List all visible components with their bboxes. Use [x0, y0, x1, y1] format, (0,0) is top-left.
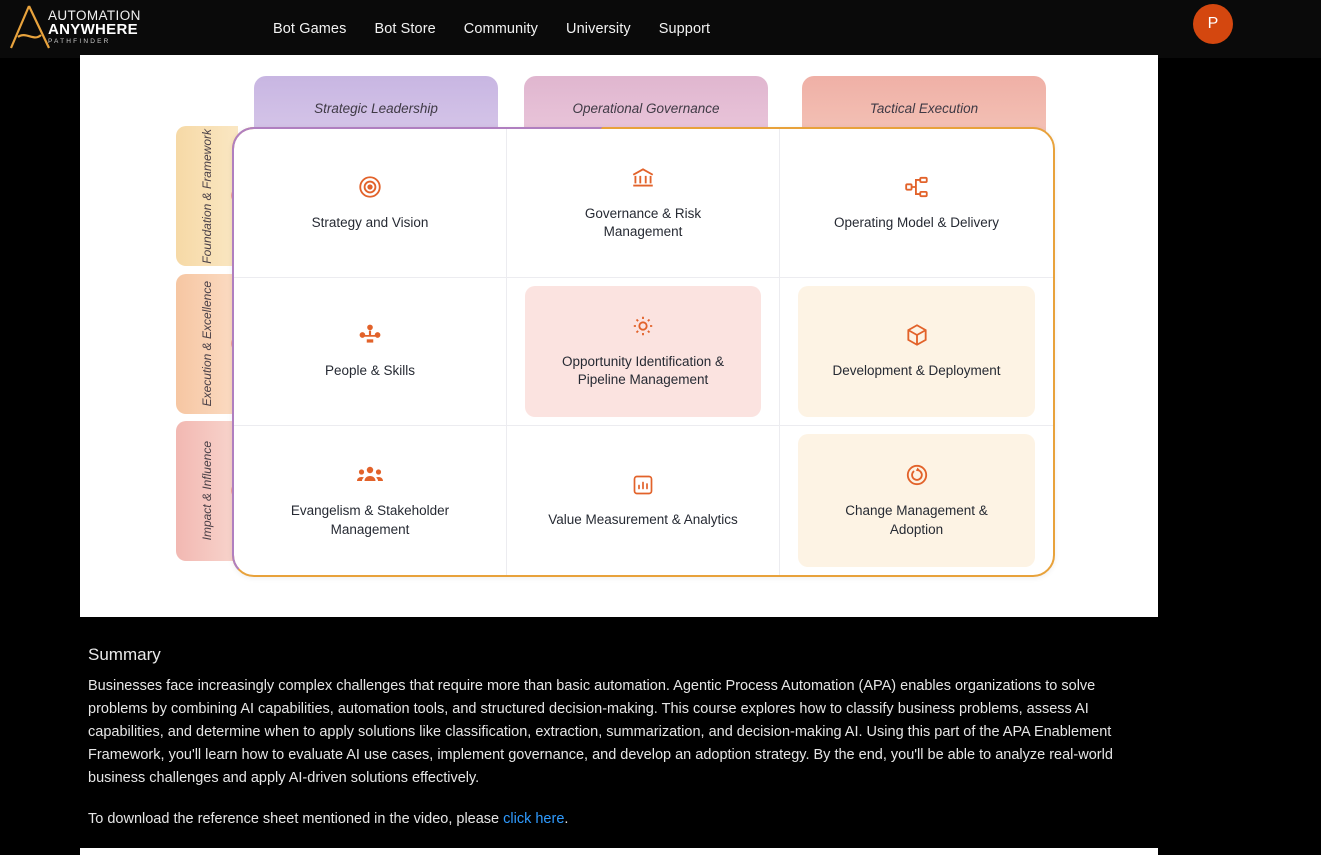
matrix-cell-opportunity-identification-pipeline-management[interactable]: [507, 278, 780, 427]
row-header-impact-influence: [176, 421, 238, 561]
logo-line-1: AUTOMATION: [48, 7, 141, 23]
download-text-prefix: To download the reference sheet mentioned in the video, please: [88, 810, 504, 827]
logo-line-3: PATHFINDER: [48, 38, 111, 45]
matrix-cell-label: Opportunity Identification & Pipeline Management: [561, 354, 725, 388]
summary-paragraph-1: Businesses face increasingly complex challenges that require more than basic automation. Agentic Process Automation (APA) enables organizations to solve problems by combining AI capabilities, automation tools, and structured decision-making. This course explores how to classify business problems, assess AI capabilities, and determine when to apply solutions like classification, extraction, summarization, and decision-making AI. Using this part of the APA Enablement Framework, you'll learn how to evaluate AI use cases, implement governance, and develop an adoption strategy. By the end, you'll be able to analyze real-world business challenges and apply AI-driven solutions effectively.: [88, 678, 1113, 786]
matrix-cell-people-skills[interactable]: [234, 278, 507, 427]
row-header-label-2: Execution & Excellence: [199, 281, 214, 407]
logo-line-2: ANYWHERE: [48, 21, 138, 38]
cube-package-icon: [904, 322, 930, 348]
apa-enablement-framework-diagram: [80, 55, 1158, 617]
matrix-cell-evangelism-stakeholder-management[interactable]: [234, 426, 507, 575]
click-here-link[interactable]: click here: [503, 810, 565, 827]
download-text-suffix: .: [564, 810, 569, 827]
nav-item-support[interactable]: Support: [658, 21, 711, 37]
matrix-cell-label: Evangelism & Stakeholder Management: [290, 503, 450, 537]
nav-item-university[interactable]: University: [566, 21, 631, 37]
summary-paragraph-2: [88, 808, 1148, 831]
matrix-cell-label: Strategy and Vision: [311, 214, 429, 230]
nav-item-community[interactable]: Community: [463, 21, 539, 37]
matrix-cell-strategy-and-vision[interactable]: [234, 129, 507, 278]
bar-chart-icon: [631, 473, 655, 497]
row-header-label-1: Foundation & Framework: [199, 128, 214, 264]
primary-nav-links: [273, 0, 710, 58]
column-header-tactical-execution: Tactical Execution: [802, 76, 1046, 150]
column-header-operational-governance: Operational Governance: [524, 76, 768, 150]
summary-section: [80, 617, 1158, 848]
matrix-cell-label: Change Management & Adoption: [845, 503, 988, 537]
refresh-cycle-icon: [904, 462, 930, 488]
matrix-cell-change-management-adoption[interactable]: [780, 426, 1053, 575]
matrix-cell-governance-risk-management[interactable]: [507, 129, 780, 278]
summary-heading: Summary: [88, 645, 161, 664]
column-header-strategic-leadership: Strategic Leadership: [254, 76, 498, 150]
matrix-cell-value-measurement-analytics[interactable]: [507, 426, 780, 575]
top-navigation-bar: [0, 0, 1321, 58]
row-header-execution-excellence: [176, 274, 238, 414]
lightbulb-idea-icon: [630, 313, 656, 339]
matrix-cell-label: Development & Deployment: [832, 363, 1001, 379]
row-header-foundation-framework: [176, 126, 238, 266]
bank-icon: [630, 165, 656, 191]
matrix-cell-label: People & Skills: [324, 363, 416, 379]
automation-anywhere-a-icon: [8, 4, 52, 50]
site-logo[interactable]: [8, 2, 158, 52]
avatar[interactable]: P: [1193, 4, 1233, 44]
matrix-cell-label: Operating Model & Delivery: [833, 214, 1000, 230]
matrix-cell-operating-model-delivery[interactable]: [780, 129, 1053, 278]
page-content: [80, 55, 1158, 855]
matrix-cell-label: Governance & Risk Management: [584, 205, 702, 239]
matrix-cell-development-deployment[interactable]: [780, 278, 1053, 427]
target-icon: [357, 174, 383, 200]
nav-item-bot-store[interactable]: Bot Store: [374, 21, 436, 37]
people-network-icon: [357, 322, 383, 348]
group-people-icon: [356, 462, 384, 488]
matrix-cell-label: Value Measurement & Analytics: [548, 511, 738, 527]
nav-item-bot-games[interactable]: Bot Games: [273, 21, 347, 37]
row-header-label-3: Impact & Influence: [199, 441, 214, 541]
framework-matrix: [232, 127, 1055, 577]
org-chart-icon: [904, 174, 930, 200]
